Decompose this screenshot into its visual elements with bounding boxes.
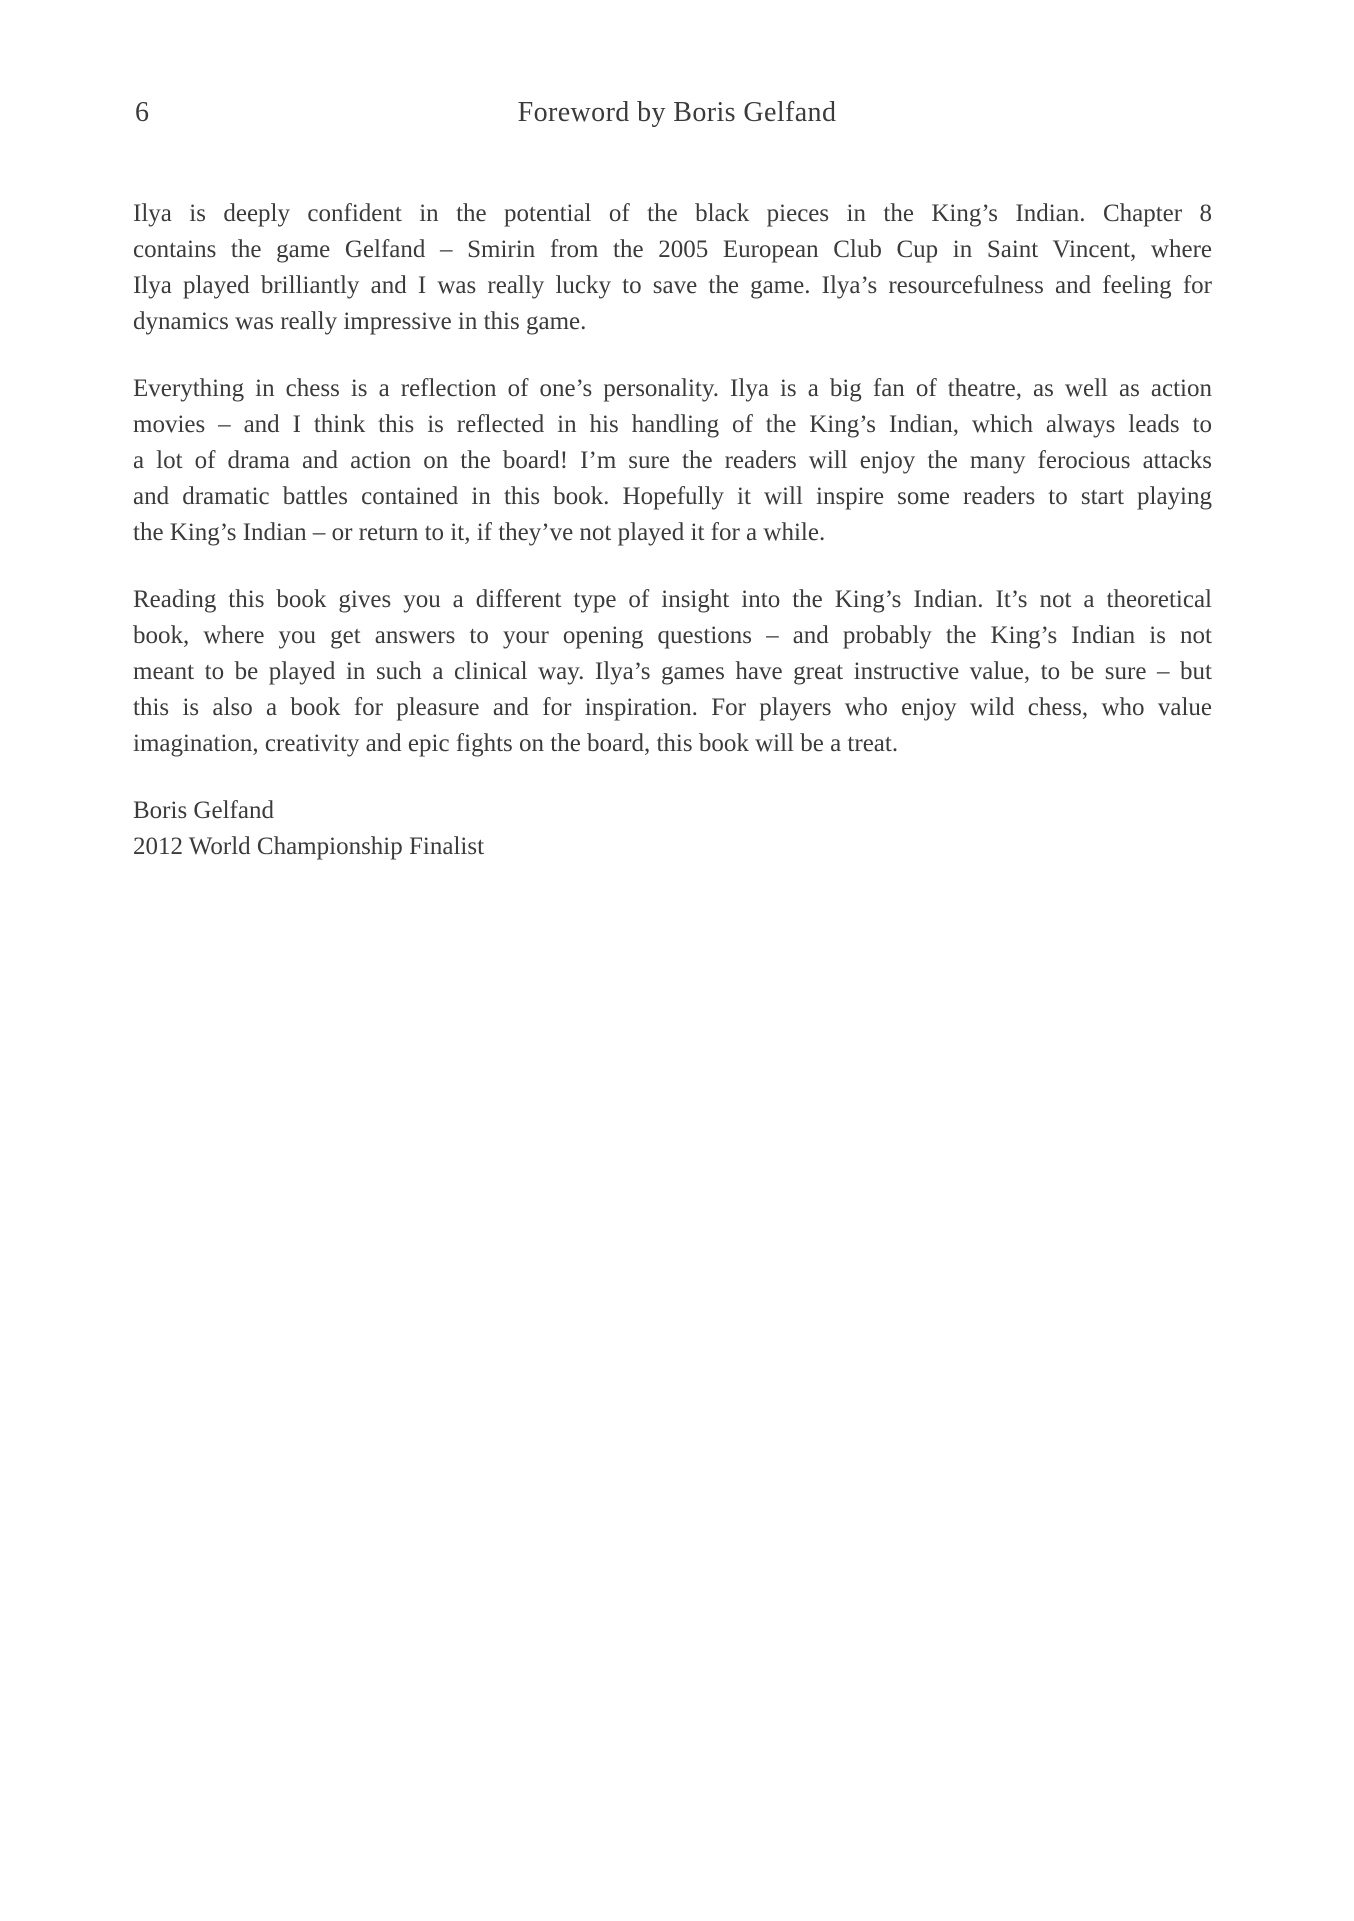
signature-title: 2012 World Championship Finalist xyxy=(133,833,485,860)
text-line: movies – and I think this is reflected in his handling of the King’s Indian, which always leads to xyxy=(133,411,1212,438)
paragraph-2 xyxy=(133,371,1212,551)
text-line: a lot of drama and action on the board! I’m sure the readers will enjoy the many ferocious attacks xyxy=(133,447,1212,474)
foreword-text xyxy=(133,196,1212,865)
page-number: 6 xyxy=(135,97,150,128)
text-line: dynamics was really impressive in this game. xyxy=(133,308,587,335)
text-line: Reading this book gives you a different type of insight into the King’s Indian. It’s not a theoretical xyxy=(133,586,1212,613)
text-line: meant to be played in such a clinical way. Ilya’s games have great instructive value, to be sure – but xyxy=(133,658,1212,685)
text-line: imagination, creativity and epic fights on the board, this book will be a treat. xyxy=(133,730,899,757)
running-header xyxy=(0,96,1354,130)
running-header-title: Foreword by Boris Gelfand xyxy=(517,97,837,128)
text-line: Everything in chess is a reflection of one’s personality. Ilya is a big fan of theatre, as well as action xyxy=(133,375,1212,402)
text-line: and dramatic battles contained in this book. Hopefully it will inspire some readers to start playing xyxy=(133,483,1212,510)
signature-name: Boris Gelfand xyxy=(133,797,274,824)
text-line: Ilya played brilliantly and I was really lucky to save the game. Ilya’s resourcefulness and feeling for xyxy=(133,272,1212,299)
text-line: this is also a book for pleasure and for inspiration. For players who enjoy wild chess, who value xyxy=(133,694,1212,721)
text-line: Ilya is deeply confident in the potential of the black pieces in the King’s Indian. Chapter 8 xyxy=(133,200,1212,227)
text-line: contains the game Gelfand – Smirin from the 2005 European Club Cup in Saint Vincent, where xyxy=(133,236,1212,263)
text-line: book, where you get answers to your opening questions – and probably the King’s Indian is not xyxy=(133,622,1212,649)
paragraph-1 xyxy=(133,196,1212,340)
signature-block xyxy=(133,793,1212,865)
paragraph-3 xyxy=(133,582,1212,762)
text-line: the King’s Indian – or return to it, if they’ve not played it for a while. xyxy=(133,519,826,546)
